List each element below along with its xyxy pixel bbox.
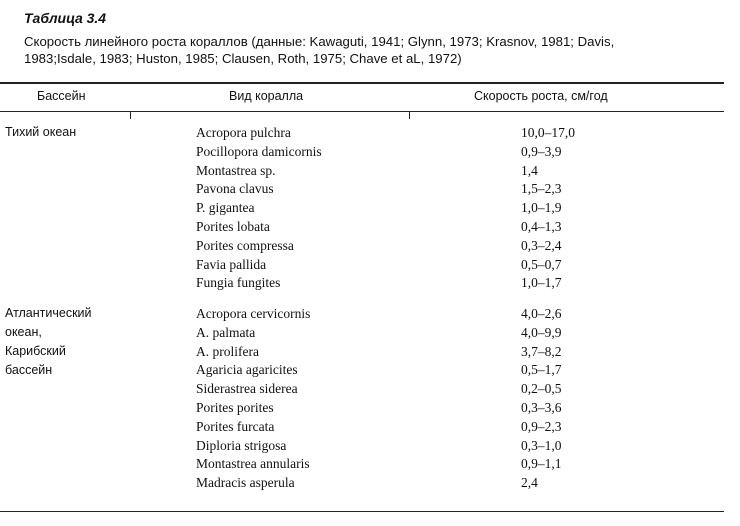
rate-cell: 0,9–3,9 <box>521 143 562 159</box>
rate-cell: 0,5–0,7 <box>521 256 562 272</box>
rate-cell: 0,3–1,0 <box>521 437 562 453</box>
species-cell: Fungia fungites <box>196 275 281 291</box>
basin-label-line: Тихий океан <box>5 125 77 139</box>
species-cell: Porites lobata <box>196 219 270 234</box>
species-cell: P. gigantea <box>196 200 255 216</box>
basin-label <box>5 123 76 142</box>
table-caption <box>24 33 724 67</box>
rate-cell: 4,0–9,9 <box>521 324 562 340</box>
species-cell: Acropora cervicornis <box>196 306 311 321</box>
species-cell: A. prolifera <box>196 343 259 359</box>
rate-cell: 0,4–1,3 <box>521 219 562 234</box>
species-cell: Pavona clavus <box>196 181 274 197</box>
basin-label-line: бассейн <box>5 363 53 377</box>
rate-cell: 3,7–8,2 <box>521 343 562 359</box>
species-cell: Diploria strigosa <box>196 437 287 453</box>
rate-cell: 1,5–2,3 <box>521 181 562 197</box>
rate-cell: 1,0–1,9 <box>521 200 562 216</box>
rate-cell: 0,2–0,5 <box>521 381 562 397</box>
rate-cell: 0,5–1,7 <box>521 362 562 378</box>
bottom-rule <box>0 511 724 512</box>
species-cell: Madracis asperula <box>196 475 295 491</box>
caption-line: Скорость линейного роста кораллов (данные: Kawaguti, 1941; Glynn, 1973; Krasnov, 1981; Davis, <box>24 34 615 49</box>
column-header-basin: Бассейн <box>37 89 86 103</box>
species-cell: Pocillopora damicornis <box>196 143 322 159</box>
species-cell: Siderastrea siderea <box>196 381 298 397</box>
basin-label-line: океан, <box>5 325 42 339</box>
rate-cell: 0,9–1,1 <box>521 456 562 472</box>
basin-label-line: Карибский <box>5 344 66 358</box>
caption-line: 1983;Isdale, 1983; Huston, 1985; Clausen, Roth, 1975; Chave et aL, 1972) <box>24 51 462 66</box>
rate-cell: 0,9–2,3 <box>521 418 562 434</box>
column-tick <box>409 112 410 119</box>
species-cell: Porites porites <box>196 400 274 415</box>
species-cell: Montastrea annularis <box>196 456 310 472</box>
header-rule <box>0 111 724 112</box>
rate-cell: 1,4 <box>521 162 538 178</box>
species-cell: Porites furcata <box>196 418 275 434</box>
species-cell: Favia pallida <box>196 256 267 272</box>
rate-cell: 10,0–17,0 <box>521 125 575 140</box>
column-header-rate: Скорость роста, см/год <box>474 89 608 103</box>
rate-cell: 0,3–2,4 <box>521 237 562 253</box>
top-rule <box>0 82 724 84</box>
column-tick <box>130 112 131 119</box>
species-cell: Porites compressa <box>196 237 294 253</box>
species-cell: Agaricia agaricites <box>196 362 298 378</box>
rate-cell: 2,4 <box>521 475 538 491</box>
basin-label-line: Атлантический <box>5 306 92 320</box>
rate-cell: 1,0–1,7 <box>521 275 562 291</box>
table-number: Таблица 3.4 <box>24 10 107 26</box>
basin-label <box>5 304 92 380</box>
rate-cell: 0,3–3,6 <box>521 400 562 415</box>
rate-cell: 4,0–2,6 <box>521 306 562 321</box>
column-header-species: Вид коралла <box>229 89 304 103</box>
species-cell: Montastrea sp. <box>196 162 276 178</box>
species-cell: A. palmata <box>196 324 256 340</box>
species-cell: Acropora pulchra <box>196 125 291 140</box>
